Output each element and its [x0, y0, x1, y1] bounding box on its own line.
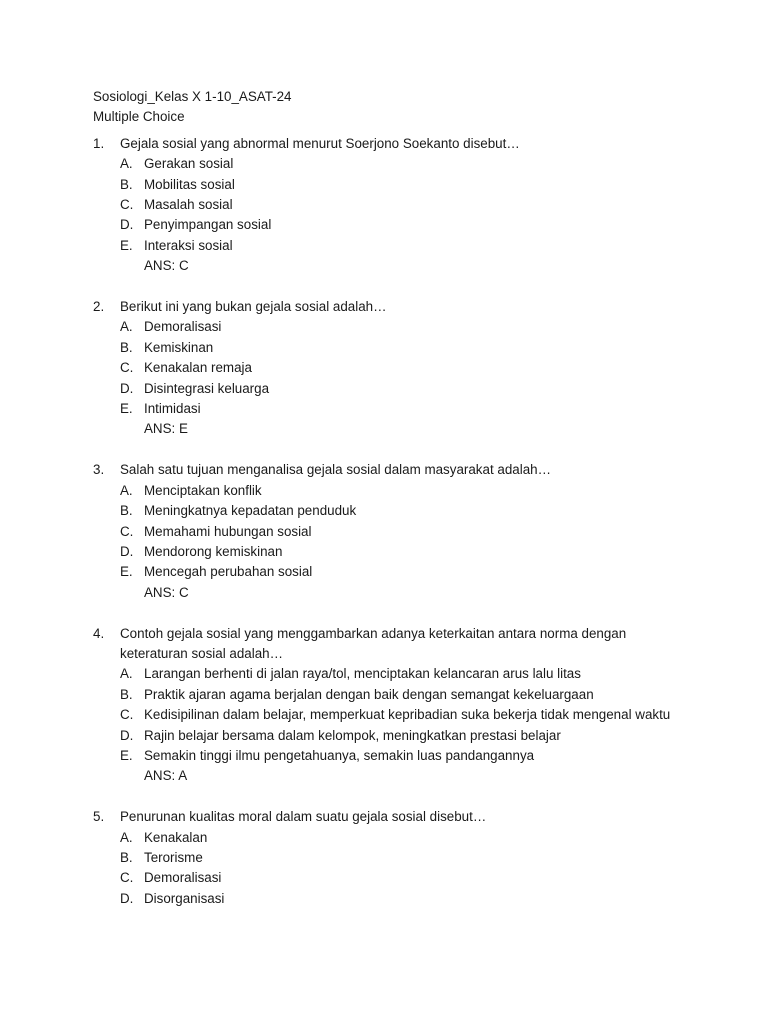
option-item [93, 889, 683, 909]
option-letter: A. [120, 482, 133, 498]
option-item [93, 175, 683, 195]
document-subtitle: Multiple Choice [93, 109, 185, 125]
document-title: Sosiologi_Kelas X 1-10_ASAT-24 [93, 89, 292, 104]
option-item [93, 685, 683, 705]
option-letter: A. [120, 156, 133, 172]
option-text: Larangan berhenti di jalan raya/tol, menciptakan kelancaran arus lalu litas [144, 666, 581, 682]
option-letter: C. [120, 360, 134, 376]
option-text: Demoralisasi [144, 870, 222, 886]
option-text: Penyimpangan sosial [144, 217, 272, 233]
question-text: Penurunan kualitas moral dalam suatu gejala sosial disebut… [120, 809, 487, 825]
option-letter: C. [120, 197, 134, 213]
option-item [93, 317, 683, 337]
option-item [93, 379, 683, 399]
question-number: 1. [93, 135, 105, 151]
option-text: Meningkatnya kepadatan penduduk [144, 503, 357, 519]
question-1 [93, 134, 683, 277]
question-5 [93, 807, 683, 909]
option-text: Mencegah perubahan sosial [144, 564, 313, 580]
option-item [93, 705, 683, 725]
question-text: Contoh gejala sosial yang menggambarkan adanya keterkaitan antara norma dengan keteraturan sosial adalah… [120, 625, 627, 661]
option-text: Demoralisasi [144, 319, 222, 335]
option-item [93, 848, 683, 868]
option-item [93, 338, 683, 358]
option-text: Terorisme [144, 849, 203, 865]
option-item [93, 828, 683, 848]
option-item [93, 746, 683, 766]
option-item [93, 215, 683, 235]
option-item [93, 154, 683, 174]
option-item [93, 562, 683, 582]
question-number: 2. [93, 299, 105, 315]
question-2 [93, 297, 683, 440]
answer-key: ANS: A [144, 768, 188, 784]
option-letter: D. [120, 727, 134, 743]
option-item [93, 542, 683, 562]
question-4 [93, 624, 683, 787]
option-letter: D. [120, 890, 134, 906]
option-item [93, 399, 683, 419]
option-text: Kenakalan [144, 829, 208, 845]
question-number: 4. [93, 625, 105, 641]
option-letter: D. [120, 217, 134, 233]
option-text: Menciptakan konflik [144, 482, 262, 498]
option-letter: E. [120, 401, 133, 417]
option-letter: C. [120, 870, 134, 886]
question-text: Salah satu tujuan menganalisa gejala sosial dalam masyarakat adalah… [120, 462, 551, 478]
option-letter: E. [120, 747, 133, 763]
option-text: Rajin belajar bersama dalam kelompok, meningkatkan prestasi belajar [144, 727, 561, 743]
option-letter: B. [120, 849, 133, 865]
option-item [93, 664, 683, 684]
question-3 [93, 460, 683, 603]
option-item [93, 726, 683, 746]
option-letter: E. [120, 564, 133, 580]
question-text: Berikut ini yang bukan gejala sosial adalah… [120, 299, 387, 315]
option-letter: A. [120, 319, 133, 335]
option-text: Memahami hubungan sosial [144, 523, 312, 539]
option-text: Semakin tinggi ilmu pengetahuanya, semakin luas pandangannya [144, 747, 535, 763]
question-list [93, 134, 683, 909]
option-item [93, 236, 683, 256]
option-letter: A. [120, 666, 133, 682]
option-text: Kemiskinan [144, 339, 214, 355]
answer-key: ANS: E [144, 421, 188, 437]
option-text: Mobilitas sosial [144, 176, 235, 192]
option-text: Kedisipilinan dalam belajar, memperkuat kepribadian suka bekerja tidak mengenal waktu [144, 707, 671, 723]
option-letter: D. [120, 380, 134, 396]
option-letter: D. [120, 543, 134, 559]
option-text: Disorganisasi [144, 890, 225, 906]
option-text: Disintegrasi keluarga [144, 380, 270, 396]
option-letter: B. [120, 686, 133, 702]
option-item [93, 501, 683, 521]
option-text: Interaksi sosial [144, 237, 233, 253]
option-letter: B. [120, 339, 133, 355]
option-text: Masalah sosial [144, 197, 233, 213]
option-item [93, 195, 683, 215]
option-letter: A. [120, 829, 133, 845]
option-text: Kenakalan remaja [144, 360, 252, 376]
option-letter: C. [120, 523, 134, 539]
option-letter: C. [120, 707, 134, 723]
option-item [93, 481, 683, 501]
answer-key: ANS: C [144, 258, 189, 274]
option-letter: B. [120, 176, 133, 192]
option-item [93, 522, 683, 542]
option-item [93, 868, 683, 888]
question-number: 3. [93, 462, 105, 478]
document-content [93, 87, 683, 909]
question-text: Gejala sosial yang abnormal menurut Soerjono Soekanto disebut… [120, 135, 520, 151]
answer-key: ANS: C [144, 584, 189, 600]
option-letter: B. [120, 503, 133, 519]
option-text: Gerakan sosial [144, 156, 234, 172]
option-text: Intimidasi [144, 401, 201, 417]
option-text: Praktik ajaran agama berjalan dengan baik dengan semangat kekeluargaan [144, 686, 594, 702]
option-text: Mendorong kemiskinan [144, 543, 283, 559]
option-item [93, 358, 683, 378]
question-number: 5. [93, 809, 105, 825]
option-letter: E. [120, 237, 133, 253]
